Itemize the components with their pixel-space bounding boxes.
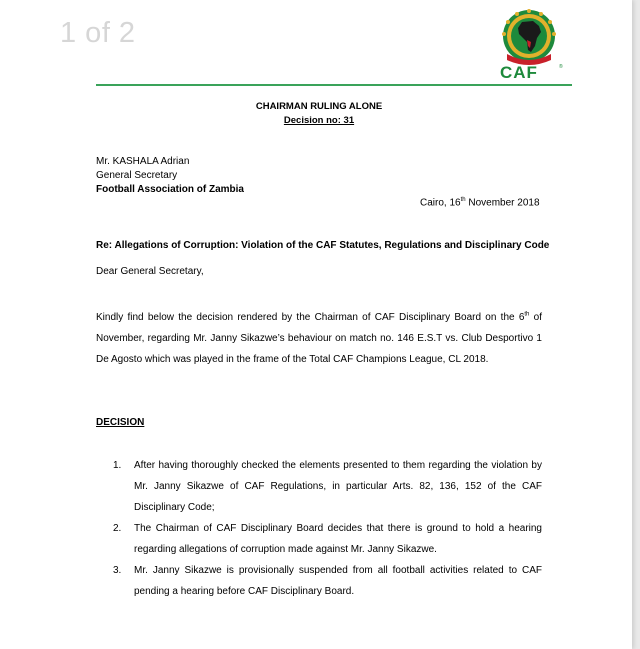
decision-number: Decision no: 31 (283, 115, 355, 126)
salutation: Dear General Secretary, (96, 266, 204, 277)
decision-item-number: 3. (113, 565, 122, 576)
decision-item-text: Mr. Janny Sikazwe is provisionally suspended from all football activities related to CAF pending a hearing before CAF Disciplinary Board. (134, 565, 542, 597)
body-text-sup: th (524, 311, 530, 318)
page-indicator: 1 of 2 (60, 17, 136, 49)
date-prefix: Cairo, 16 (420, 197, 461, 209)
decision-item (113, 560, 542, 602)
date-month-year: November 2018 (465, 197, 540, 209)
recipient-position: General Secretary (96, 170, 178, 181)
document-title: CHAIRMAN RULING ALONE (255, 101, 383, 112)
decision-item-text: After having thoroughly checked the elements presented to them regarding the violation by Mr. Janny Sikazwe of CAF Regulations, in particular Arts. 82, 136, 152 of the CAF Disciplinary Code; (134, 460, 542, 513)
decision-list (113, 455, 542, 602)
recipient-name: Mr. KASHALA Adrian (96, 156, 190, 167)
recipient-organization: Football Association of Zambia (96, 184, 244, 195)
decision-item-number: 2. (113, 523, 122, 534)
date-suffix-sup: th (460, 197, 466, 203)
letter-subject: Re: Allegations of Corruption: Violation of the CAF Statutes, Regulations and Disciplinary Code (96, 240, 550, 251)
decision-item (113, 518, 542, 560)
caf-logo-text: CAF (500, 63, 538, 82)
body-text-part1: Kindly find below the decision rendered by the Chairman of CAF Disciplinary Board on the 6 (96, 312, 525, 323)
decision-item (113, 455, 542, 518)
decision-item-text: The Chairman of CAF Disciplinary Board decides that there is ground to hold a hearing regarding allegations of corruption made against Mr. Janny Sikazwe. (134, 523, 542, 555)
body-text-part2: of November, regarding Mr. Janny Sikazwe’s behaviour on match no. 146 E.S.T vs. Club Desportivo 1 De Agosto which was played in the frame of the Total CAF Champions League, CL 2018. (96, 312, 542, 365)
header-divider (96, 84, 572, 86)
decision-item-number: 1. (113, 460, 122, 471)
caf-logo-trademark: ® (559, 64, 563, 70)
letter-date (420, 197, 540, 208)
decision-heading: DECISION (96, 417, 145, 428)
body-paragraph (96, 307, 542, 370)
